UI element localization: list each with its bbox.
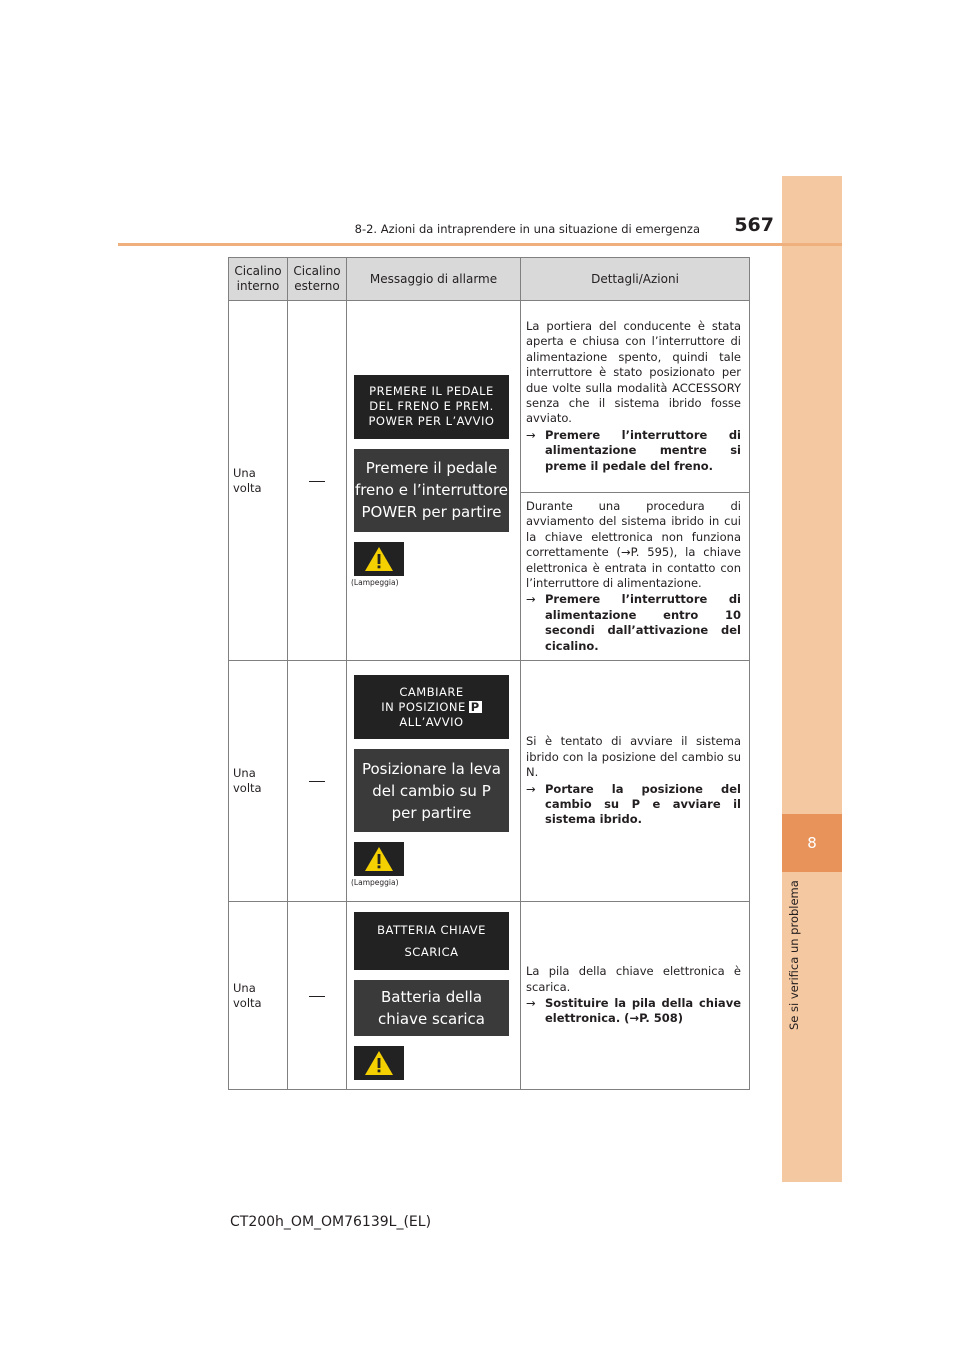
alarm-message-cell bbox=[347, 661, 521, 902]
warning-triangle-icon bbox=[364, 546, 394, 572]
action-text: Premere l’interruttore di alimentazione entro 10 secondi dall’attivazione del cicalino. bbox=[545, 592, 741, 653]
warning-indicator bbox=[354, 1046, 404, 1080]
col-header-external-buzzer: Cicalino esterno bbox=[288, 258, 347, 301]
page-number: 567 bbox=[734, 214, 774, 236]
table-header-row bbox=[229, 258, 750, 301]
details-cell bbox=[521, 661, 750, 902]
detail-text: La portiera del conducente è stata aperta e chiusa con l’interruttore di alimentazione spento, quindi tale interruttore è stato posizionato per due volte sulla modalità ACCESSORY senza che il sistema ibrido fosse avviato. bbox=[526, 318, 741, 426]
header-rule bbox=[118, 243, 842, 246]
table-row bbox=[229, 301, 750, 493]
external-buzzer-cell bbox=[288, 301, 347, 661]
internal-buzzer-cell: Una volta bbox=[229, 301, 288, 661]
document-code: CT200h_OM_OM76139L_(EL) bbox=[230, 1214, 432, 1230]
alarm-message-cell bbox=[347, 301, 521, 661]
details-cell bbox=[521, 493, 750, 661]
col-header-internal-buzzer: Cicalino interno bbox=[229, 258, 288, 301]
arrow-icon: → bbox=[526, 592, 536, 607]
action-item bbox=[526, 996, 741, 1027]
external-buzzer-cell bbox=[288, 661, 347, 902]
action-item bbox=[526, 592, 741, 654]
chapter-number: 8 bbox=[782, 814, 842, 872]
warning-triangle-icon bbox=[364, 1050, 394, 1076]
display-message-color: Batteria della chiave scarica bbox=[354, 980, 509, 1036]
warning-caption: (Lampeggia) bbox=[351, 577, 399, 587]
action-item bbox=[526, 782, 741, 828]
detail-text: Durante una procedura di avviamento del sistema ibrido in cui la chiave elettronica non funziona correttamente (→P. 595), la chiave elettronica è entrata in contatto con l’interruttore di alimentazione. bbox=[526, 499, 741, 591]
warning-indicator bbox=[354, 842, 404, 876]
display-message-color: Premere il pedale freno e l’interruttore POWER per partire bbox=[354, 449, 509, 532]
arrow-icon: → bbox=[526, 427, 536, 442]
external-buzzer-cell bbox=[288, 902, 347, 1090]
not-applicable-dash bbox=[309, 996, 325, 997]
internal-buzzer-cell: Una volta bbox=[229, 902, 288, 1090]
detail-text: Si è tentato di avviare il sistema ibrido con la posizione del cambio su N. bbox=[526, 734, 741, 780]
col-header-details-actions: Dettagli/Azioni bbox=[521, 258, 750, 301]
chapter-title: Se si verifica un problema bbox=[787, 880, 801, 1030]
not-applicable-dash bbox=[309, 781, 325, 782]
action-text: Portare la posizione del cambio su P e avviare il sistema ibrido. bbox=[545, 781, 741, 827]
alarm-message-cell bbox=[347, 902, 521, 1090]
warning-triangle-icon bbox=[364, 846, 394, 872]
display-message-black: CAMBIARE IN POSIZIONE P ALL’AVVIO bbox=[354, 675, 509, 739]
table-row bbox=[229, 661, 750, 902]
not-applicable-dash bbox=[309, 481, 325, 482]
detail-text: La pila della chiave elettronica è scarica. bbox=[526, 964, 741, 994]
display-message-black: BATTERIA CHIAVE SCARICA bbox=[354, 912, 509, 970]
internal-buzzer-cell: Una volta bbox=[229, 661, 288, 902]
details-cell bbox=[521, 902, 750, 1090]
details-cell bbox=[521, 301, 750, 493]
arrow-icon: → bbox=[526, 781, 536, 796]
section-title: 8-2. Azioni da intraprendere in una situazione di emergenza bbox=[354, 222, 700, 236]
action-text: Premere l’interruttore di alimentazione mentre si preme il pedale del freno. bbox=[545, 427, 741, 473]
display-message-black: PREMERE IL PEDALE DEL FRENO E PREM. POWER PER L’AVVIO bbox=[354, 375, 509, 439]
chapter-side-tab bbox=[782, 176, 842, 1182]
col-header-alarm-message: Messaggio di allarme bbox=[347, 258, 521, 301]
display-message-color: Posizionare la leva del cambio su P per partire bbox=[354, 749, 509, 832]
alarm-table bbox=[228, 257, 750, 1090]
table-row bbox=[229, 902, 750, 1090]
gear-p-badge: P bbox=[470, 699, 480, 714]
arrow-icon: → bbox=[526, 996, 536, 1011]
warning-caption: (Lampeggia) bbox=[351, 878, 399, 888]
action-item bbox=[526, 428, 741, 474]
action-text: Sostituire la pila della chiave elettronica. (→P. 508) bbox=[545, 996, 741, 1026]
warning-indicator bbox=[354, 542, 404, 576]
